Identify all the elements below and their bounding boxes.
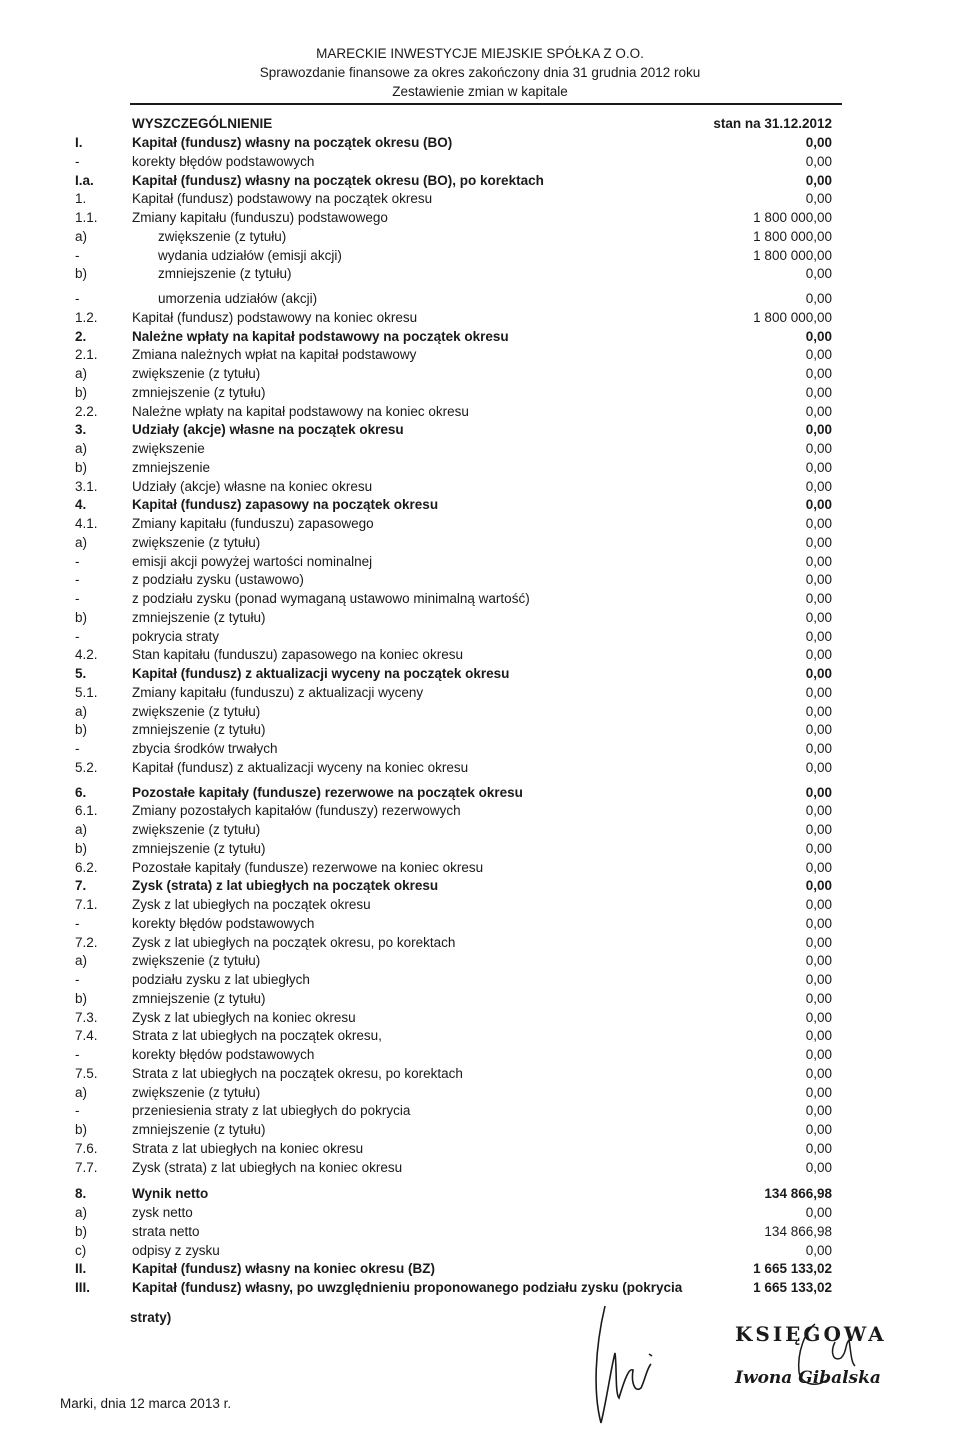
row-value: 0,00 <box>805 1122 832 1137</box>
table-row <box>0 228 960 247</box>
row-number: b) <box>75 1122 88 1137</box>
row-description: zmniejszenie (z tytułu) <box>132 609 266 625</box>
table-row <box>0 1009 960 1028</box>
row-description: Zmiany kapitału (funduszu) z aktualizacji wyceny <box>132 684 424 700</box>
table-row <box>0 896 960 915</box>
row-number: 7.4. <box>75 1028 98 1044</box>
row-number: a) <box>75 953 88 969</box>
row-value: 0,00 <box>805 609 832 625</box>
table-row <box>0 384 960 403</box>
row-description: Strata z lat ubiegłych na początek okresu, po korektach <box>132 1065 463 1081</box>
row-number: b) <box>75 840 88 856</box>
row-description: Kapitał (fundusz) podstawowy na początek okresu <box>132 191 433 207</box>
table-row <box>0 971 960 990</box>
row-number: 7.7. <box>75 1159 98 1175</box>
row-description: przeniesienia straty z lat ubiegłych do pokrycia <box>132 1103 411 1119</box>
row-number: 7.2. <box>75 934 98 950</box>
row-value: 0,00 <box>805 666 832 681</box>
row-number: 5.1. <box>75 684 98 700</box>
table-row <box>0 346 960 365</box>
table-row <box>0 877 960 896</box>
row-description: korekty błędów podstawowych <box>132 1047 315 1062</box>
row-value: 134 866,98 <box>764 1223 832 1239</box>
row-value: 0,00 <box>805 1065 832 1081</box>
row-value: 0,00 <box>805 647 832 663</box>
row-value: 1 800 000,00 <box>753 247 832 263</box>
row-number: b) <box>75 459 88 475</box>
table-row <box>0 1242 960 1261</box>
row-value: 0,00 <box>805 722 832 738</box>
row-spacer <box>0 1177 960 1185</box>
row-description: Udziały (akcje) własne na początek okresu <box>132 422 404 438</box>
row-value: 0,00 <box>805 153 832 169</box>
table-row <box>0 553 960 572</box>
row-description: pokrycia straty <box>132 628 220 644</box>
row-number: I. <box>75 135 83 150</box>
row-number: - <box>75 553 80 569</box>
row-description: zwiększenie (z tytułu) <box>132 822 261 837</box>
row-number: 8. <box>75 1186 87 1202</box>
row-number: a) <box>75 441 88 456</box>
table-row <box>0 571 960 590</box>
row-value: 0,00 <box>805 403 832 419</box>
row-number: 6.1. <box>75 803 98 819</box>
table-row <box>0 1159 960 1178</box>
row-description: Kapitał (fundusz) zapasowy na początek okresu <box>132 497 439 513</box>
row-value: 0,00 <box>805 1159 832 1175</box>
row-value: 0,00 <box>805 459 832 475</box>
table-row <box>0 740 960 759</box>
row-number: 6. <box>75 784 87 800</box>
row-number: - <box>75 741 80 756</box>
row-number: III. <box>75 1280 91 1295</box>
table-row <box>0 703 960 722</box>
row-number: 7.6. <box>75 1140 98 1156</box>
table-row <box>0 1046 960 1065</box>
row-number: c) <box>75 1242 87 1258</box>
row-description: wydania udziałów (emisji akcji) <box>158 247 342 263</box>
table-row <box>0 1102 960 1121</box>
row-description: Kapitał (fundusz) własny na początek okresu (BO), po korektach <box>132 172 544 188</box>
row-value: 0,00 <box>805 572 832 588</box>
table-row <box>0 840 960 859</box>
table-row <box>0 309 960 328</box>
row-number: 4. <box>75 497 87 513</box>
table-row <box>0 365 960 384</box>
table-row <box>0 1121 960 1140</box>
row-description: Strata z lat ubiegłych na koniec okresu <box>132 1140 364 1156</box>
row-value: 0,00 <box>805 422 832 438</box>
row-description: Udziały (akcje) własne na koniec okresu <box>132 478 373 494</box>
row-description: korekty błędów podstawowych <box>132 153 315 169</box>
table-row <box>0 209 960 228</box>
row-number: - <box>75 628 80 644</box>
row-number: 1. <box>75 191 87 207</box>
row-value: 0,00 <box>805 441 832 456</box>
table-row <box>0 190 960 209</box>
row-value: 0,00 <box>805 684 832 700</box>
row-description: zwiększenie <box>132 441 205 456</box>
row-description: odpisy z zysku <box>132 1242 220 1258</box>
table-row <box>0 628 960 647</box>
table-row <box>0 1065 960 1084</box>
document-header <box>0 44 960 101</box>
row-description: Kapitał (fundusz) z aktualizacji wyceny na koniec okresu <box>132 759 469 775</box>
row-description: zmniejszenie <box>132 459 211 475</box>
row-number: 3.1. <box>75 478 98 494</box>
row-description: zmniejszenie (z tytułu) <box>132 990 266 1006</box>
row-description: Należne wpłaty na kapitał podstawowy na początek okresu <box>132 328 509 344</box>
table-row <box>0 915 960 934</box>
row-description: zmniejszenie (z tytułu) <box>132 722 266 738</box>
row-number: 1.1. <box>75 210 98 225</box>
table-row <box>0 290 960 309</box>
row-number: a) <box>75 822 88 837</box>
row-description: podziału zysku z lat ubiegłych <box>132 972 310 987</box>
table-row <box>0 759 960 778</box>
column-header-description: WYSZCZEGÓLNIENIE <box>132 116 273 131</box>
row-number: b) <box>75 609 88 625</box>
table-row <box>0 153 960 172</box>
accountant-stamp <box>735 1322 935 1412</box>
row-value: 1 665 133,02 <box>753 1280 832 1295</box>
row-value: 0,00 <box>805 516 832 531</box>
row-number: a) <box>75 1084 88 1100</box>
row-value: 0,00 <box>805 1205 832 1220</box>
table-row <box>0 247 960 266</box>
row-value: 0,00 <box>805 591 832 606</box>
row-number: - <box>75 915 80 931</box>
table-row <box>0 1140 960 1159</box>
row-value: 0,00 <box>805 1242 832 1258</box>
row-number: - <box>75 1047 80 1062</box>
stamp-title: KSIĘGOWA <box>735 1322 887 1346</box>
row-value: 0,00 <box>805 803 832 819</box>
stamp-name: Iwona Gibalska <box>735 1368 881 1388</box>
handwritten-signature <box>585 1298 675 1428</box>
row-number: a) <box>75 534 88 550</box>
row-description: Zysk z lat ubiegłych na początek okresu, po korektach <box>132 934 456 950</box>
table-row <box>0 265 960 284</box>
row-value: 0,00 <box>805 741 832 756</box>
row-value: 0,00 <box>805 1047 832 1062</box>
table-row <box>0 1223 960 1242</box>
row-value: 0,00 <box>805 1009 832 1025</box>
row-value: 1 800 000,00 <box>753 210 832 225</box>
row-number: a) <box>75 703 88 719</box>
table-row <box>0 934 960 953</box>
table-row <box>0 859 960 878</box>
table-row <box>0 1204 960 1223</box>
row-number: 3. <box>75 422 87 438</box>
row-number: - <box>75 291 80 306</box>
row-value: 0,00 <box>805 135 832 150</box>
table-row <box>0 403 960 422</box>
row-number: 5.2. <box>75 759 98 775</box>
table-row <box>0 172 960 191</box>
row-description: Stan kapitału (funduszu) zapasowego na koniec okresu <box>132 647 463 663</box>
row-description: zmniejszenie (z tytułu) <box>132 1122 266 1137</box>
row-value: 0,00 <box>805 915 832 931</box>
row-number: b) <box>75 266 88 282</box>
row-number: I.a. <box>75 172 94 188</box>
row-description: zwiększenie (z tytułu) <box>132 1084 261 1100</box>
row-description: Kapitał (fundusz) podstawowy na koniec okresu <box>132 309 418 325</box>
row-description: zwiększenie (z tytułu) <box>132 953 261 969</box>
row-description: zwiększenie (z tytułu) <box>132 703 261 719</box>
table-row <box>0 684 960 703</box>
row-description: zwiększenie (z tytułu) <box>132 534 261 550</box>
row-value: 0,00 <box>805 172 832 188</box>
row-value: 0,00 <box>805 497 832 513</box>
row-value: 0,00 <box>805 347 832 363</box>
table-row <box>0 421 960 440</box>
row-description: umorzenia udziałów (akcji) <box>158 291 318 306</box>
row-number: 6.2. <box>75 859 98 875</box>
stamp-signature <box>775 1322 875 1402</box>
row-number: - <box>75 247 80 263</box>
row-value: 0,00 <box>805 759 832 775</box>
row-number: - <box>75 153 80 169</box>
row-value: 0,00 <box>805 628 832 644</box>
row-value: 0,00 <box>805 1084 832 1100</box>
row-number: b) <box>75 722 88 738</box>
row-number: 2.2. <box>75 403 98 419</box>
table-row <box>0 784 960 803</box>
row-number: 2. <box>75 328 87 344</box>
row-value: 0,00 <box>805 1028 832 1044</box>
row-value: 1 665 133,02 <box>753 1261 832 1277</box>
table-row <box>0 646 960 665</box>
row-value: 0,00 <box>805 878 832 894</box>
table-row <box>0 1279 960 1298</box>
row-number: 7. <box>75 878 87 894</box>
row-value: 0,00 <box>805 784 832 800</box>
row-description: zwiększenie (z tytułu) <box>158 228 287 244</box>
row-description: Zmiany kapitału (funduszu) zapasowego <box>132 516 374 531</box>
table-row <box>0 802 960 821</box>
row-description: Wynik netto <box>132 1186 209 1202</box>
row-number: II. <box>75 1261 87 1277</box>
row-value: 0,00 <box>805 266 832 282</box>
row-description: z podziału zysku (ponad wymaganą ustawowo minimalną wartość) <box>132 591 530 606</box>
row-number: - <box>75 572 80 588</box>
row-description: Zmiany pozostałych kapitałów (funduszy) rezerwowych <box>132 803 461 819</box>
company-name: MARECKIE INWESTYCJE MIEJSKIE SPÓŁKA Z O.O. <box>316 46 644 61</box>
row-description: Pozostałe kapitały (fundusze) rezerwowe na początek okresu <box>132 784 523 800</box>
row-number: 7.3. <box>75 1009 98 1025</box>
row-value: 0,00 <box>805 478 832 494</box>
row-value: 0,00 <box>805 328 832 344</box>
table-row <box>0 478 960 497</box>
row-description: zmniejszenie (z tytułu) <box>132 840 266 856</box>
row-description: z podziału zysku (ustawowo) <box>132 572 304 588</box>
row-description: Zysk (strata) z lat ubiegłych na koniec okresu <box>132 1159 403 1175</box>
row-number: 2.1. <box>75 347 98 363</box>
row-description: strata netto <box>132 1223 200 1239</box>
row-description: Strata z lat ubiegłych na początek okresu, <box>132 1028 382 1044</box>
row-value: 0,00 <box>805 840 832 856</box>
row-description: Kapitał (fundusz) z aktualizacji wyceny na początek okresu <box>132 666 510 681</box>
row-value: 1 800 000,00 <box>753 228 832 244</box>
row-value: 0,00 <box>805 703 832 719</box>
row-value: 0,00 <box>805 534 832 550</box>
row-number: 5. <box>75 666 87 681</box>
table-row <box>0 1185 960 1204</box>
statement-title: Zestawienie zmian w kapitale <box>392 84 568 99</box>
table-row <box>0 990 960 1009</box>
row-description: Należne wpłaty na kapitał podstawowy na koniec okresu <box>132 403 469 419</box>
row-description: korekty błędów podstawowych <box>132 915 315 931</box>
row-number: b) <box>75 990 88 1006</box>
row-description: Zysk z lat ubiegłych na początek okresu <box>132 897 371 912</box>
table-header <box>0 116 960 135</box>
table-row <box>0 134 960 153</box>
table-row <box>0 459 960 478</box>
row-number: 7.1. <box>75 897 98 912</box>
row-description: Kapitał (fundusz) własny, po uwzględnieniu proponowanego podziału zysku (pokrycia <box>132 1280 683 1295</box>
row-value: 0,00 <box>805 553 832 569</box>
row-value: 0,00 <box>805 291 832 306</box>
row-description: zmniejszenie (z tytułu) <box>158 266 292 282</box>
row-description: zwiększenie (z tytułu) <box>132 366 261 381</box>
column-header-value: stan na 31.12.2012 <box>713 116 832 131</box>
row-value: 1 800 000,00 <box>753 309 832 325</box>
row-value: 134 866,98 <box>764 1186 832 1202</box>
row-value: 0,00 <box>805 1140 832 1156</box>
row-continuation: straty) <box>130 1310 172 1325</box>
row-description: Zysk (strata) z lat ubiegłych na początek okresu <box>132 878 439 894</box>
row-description: zbycia środków trwałych <box>132 741 278 756</box>
row-number: b) <box>75 384 88 400</box>
row-value: 0,00 <box>805 384 832 400</box>
report-title: Sprawozdanie finansowe za okres zakończony dnia 31 grudnia 2012 roku <box>259 65 701 80</box>
row-value: 0,00 <box>805 972 832 987</box>
table-row <box>0 1027 960 1046</box>
table-row <box>0 952 960 971</box>
row-number: a) <box>75 1205 88 1220</box>
row-value: 0,00 <box>805 191 832 207</box>
row-value: 0,00 <box>805 990 832 1006</box>
row-description: emisji akcji powyżej wartości nominalnej <box>132 553 373 569</box>
row-number: b) <box>75 1223 88 1239</box>
row-value: 0,00 <box>805 897 832 912</box>
table-row <box>0 496 960 515</box>
row-description: zmniejszenie (z tytułu) <box>132 384 266 400</box>
row-number: 1.2. <box>75 309 98 325</box>
row-value: 0,00 <box>805 859 832 875</box>
table-row <box>0 821 960 840</box>
row-number: a) <box>75 228 88 244</box>
table-row <box>0 609 960 628</box>
table-row <box>0 590 960 609</box>
table-row <box>0 440 960 459</box>
row-description: Zmiany kapitału (funduszu) podstawowego <box>132 210 388 225</box>
row-number: a) <box>75 366 88 381</box>
row-description: Kapitał (fundusz) własny na początek okresu (BO) <box>132 135 453 150</box>
table-row <box>0 534 960 553</box>
row-value: 0,00 <box>805 1103 832 1119</box>
table-row <box>0 1260 960 1279</box>
row-description: Kapitał (fundusz) własny na koniec okresu (BZ) <box>132 1261 436 1277</box>
row-description: Zysk z lat ubiegłych na koniec okresu <box>132 1009 356 1025</box>
row-description: Pozostałe kapitały (fundusze) rezerwowe na koniec okresu <box>132 859 484 875</box>
row-number: 4.1. <box>75 516 98 531</box>
row-value: 0,00 <box>805 934 832 950</box>
equity-changes-table <box>0 134 960 1298</box>
row-value: 0,00 <box>805 822 832 837</box>
row-number: - <box>75 972 80 987</box>
place-and-date: Marki, dnia 12 marca 2013 r. <box>60 1396 232 1411</box>
header-divider <box>130 103 842 105</box>
row-value: 0,00 <box>805 366 832 381</box>
row-number: 4.2. <box>75 647 98 663</box>
row-number: 7.5. <box>75 1065 98 1081</box>
row-description: zysk netto <box>132 1205 193 1220</box>
row-number: - <box>75 591 80 606</box>
row-value: 0,00 <box>805 953 832 969</box>
table-row <box>0 721 960 740</box>
table-row <box>0 1084 960 1103</box>
table-row <box>0 665 960 684</box>
row-number: - <box>75 1103 80 1119</box>
row-description: Zmiana należnych wpłat na kapitał podstawowy <box>132 347 417 363</box>
table-row <box>0 515 960 534</box>
table-row <box>0 328 960 347</box>
